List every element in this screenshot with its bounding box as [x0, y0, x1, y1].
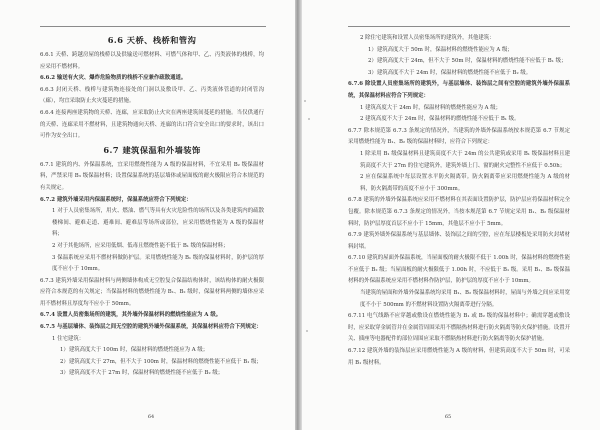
clause-6-6-2: 6.6.2 输送有火灾、爆炸危险物质的栈桥不应兼作疏散通道。: [40, 75, 187, 82]
clause-sub-item: 3）建筑高度不大于 24m 时，保温材料的燃烧性能不应低于 B₂ 级。: [368, 69, 532, 76]
clause-item: 1 建筑高度大于 24m 时，保温材料的燃烧性能应为 A 级；: [360, 104, 502, 111]
scan-speck: [304, 100, 306, 102]
clause-6-7-11: 6.7.11 电气线路不应穿越或敷设在燃烧性能为 B₁ 或 B₂ 级的保温材料中；确需穿越或敷设时，应采取穿金属管并在金属管周围采用不燃隔热材料进行防火隔离等防火保护措施。设置开关、插座等电器配件的部位周围应采取不燃隔热材料进行防火隔离等防火保护措施。: [348, 313, 570, 343]
clause-item: 1 除采用 B₁ 级保温材料且建筑高度不大于 24m 的公共建筑或采用 B₁ 级保温材料且建筑高度不大于 27m 的住宅建筑外，建筑外墙上门、窗的耐火完整性不应低于 0.50h；: [360, 150, 570, 169]
clause-sub-heading: 1 住宅建筑：: [52, 335, 85, 342]
left-page-content: [40, 33, 264, 380]
right-page-content: [348, 33, 570, 369]
clause-sub-item: 1）建筑高度大于 100m 时，保温材料的燃烧性能应为 A 级；: [60, 347, 209, 354]
clause-6-7-6: 6.7.6 除设置人员密集场所的建筑外，与基层墙体、装饰层之间有空腔的建筑外墙外保温系统，其保温材料应符合下列规定：: [348, 81, 570, 99]
clause-sub-item: 3）建筑高度不大于 27m 时，保温材料的燃烧性能不应低于 B₂ 级；: [60, 370, 224, 377]
page-number: 65: [444, 414, 452, 420]
clause-6-7-3: 6.7.3 建筑外墙采用保温材料与两侧墙体构成无空腔复合保温结构体时，该结构体的耐火极限应符合本规范的有关规定；当保温材料的燃烧性能为 B₁、B₂ 级时，保温材料两侧的墙体应采用不燃材料且厚度均不应小于 50mm。: [40, 277, 264, 307]
scan-speck: [306, 330, 308, 332]
section-title-6-7: 6.7 建筑保温和外墙装饰: [103, 144, 201, 155]
book-gutter: [295, 0, 302, 430]
clause-item: 2 建筑高度不大于 24m 时，保温材料的燃烧性能不应低于 B₁ 级。: [360, 116, 520, 123]
clause-6-6-3: 6.6.3 封闭天桥、栈桥与建筑物连接处的门洞以及敷设甲、乙、丙类液体管道的封闭管沟（廊），均宜采取防止火灾蔓延的措施。: [40, 86, 264, 105]
clause-sub-heading: 2 除住宅建筑和设置人员密集场所的建筑外，其他建筑：: [360, 35, 495, 41]
clause-6-7-10-note: 当建筑的屋面和外墙外保温系统均采用 B₁、B₂ 级保温材料时，屋面与外墙之间应采用宽度不小于 500mm 的不燃材料设置防火隔离带进行分隔。: [360, 290, 570, 308]
right-page: [296, 0, 600, 430]
clause-item: 1 对于人员密集场所，用火、燃油、燃气等具有火灾危险性的场所以及各类建筑内的疏散楼梯间、避难走道、避难间、避难层等场所或部位，应采用燃烧性能为 A 级的保温材料；: [52, 208, 264, 238]
clause-6-7-4: 6.7.4 设置人员密集场所的建筑，其外墙外保温材料的燃烧性能应为 A 级。: [40, 312, 222, 319]
clause-sub-item: 1）建筑高度大于 50m 时，保温材料的燃烧性能应为 A 级；: [368, 46, 513, 53]
section-title-6-6: 6.6 天桥、栈桥和管沟: [107, 35, 197, 45]
page-number: 64: [147, 414, 155, 420]
clause-6-6-1: 6.6.1 天桥、跨越房屋的栈桥以及供输送可燃材料、可燃气体和甲、乙、丙类液体的栈桥，均应采用不燃材料。: [40, 52, 264, 70]
clause-6-7-2: 6.7.2 建筑外墙采用内保温系统时，保温系统应符合下列规定：: [40, 196, 192, 203]
header-rule: [40, 26, 266, 27]
clause-6-7-10: 6.7.10 建筑的屋面外保温系统，当屋面板的耐火极限不低于 1.00h 时，保温材料的燃烧性能不应低于 B₂ 级；当屋面板的耐火极限低于 1.00h 时，不应低于 B₁ 级。采用 B₁、B₂ 级保温材料的外保温系统应采用不燃材料作防护层，防护层的厚度不应小于 10mm。: [348, 255, 570, 285]
clause-6-7-12: 6.7.12 建筑外墙的装饰层应采用燃烧性能为 A 级的材料，但建筑高度不大于 50m 时，可采用 B₁ 级材料。: [348, 348, 570, 366]
clause-6-7-5: 6.7.5 与基层墙体、装饰层之间无空腔的建筑外墙外保温系统，其保温材料应符合下列规定：: [40, 324, 262, 331]
clause-sub-item: 2）建筑高度大于 24m，但不大于 50m 时，保温材料的燃烧性能不应低于 B₁ 级；: [368, 58, 567, 65]
clause-6-6-4: 6.6.4 连接两座建筑物的天桥、连廊，应采取防止火灾在两座建筑间蔓延的措施。当仅供通行的天桥、连廊采用不燃材料，且建筑物通向天桥、连廊的出口符合安全出口的要求时，该出口可作为安全出口。: [40, 109, 264, 140]
clause-6-7-7: 6.7.7 除本规范第 6.7.3 条规定的情况外，当建筑的外墙外保温系统按本规范第 6.7 节规定采用燃烧性能为 B₁、B₂ 级的保温材料时，应符合下列规定：: [348, 127, 570, 146]
left-page: [0, 0, 296, 430]
clause-item: 2 对于其他场所，应采用低烟、低毒且燃烧性能不低于 B₁ 级的保温材料；: [52, 242, 229, 249]
scan-speck: [308, 118, 310, 120]
clause-6-7-9: 6.7.9 建筑外墙外保温系统与基层墙体、装饰层之间的空腔，应在每层楼板处采用防火封堵材料封堵。: [348, 232, 570, 250]
clause-item: 2 应在保温系统中每层设置水平防火隔离带。防火隔离带应采用燃烧性能为 A 级的材料，防火隔离带的高度不应小于 300mm。: [360, 174, 570, 192]
clause-6-7-8: 6.7.8 建筑的外墙外保温系统应采用不燃材料在其表面设置防护层，防护层应将保温材料完全包覆。除本规范第 6.7.3 条规定的情况外，当按本规范第 6.7 节规定采用 B₁、B₂ 级保温材料时，防护层厚度首层不应小于 15mm，其他层不应小于 5mm。: [348, 197, 570, 227]
clause-item: 3 保温系统应采用不燃材料做防护层。采用燃烧性能为 B₁ 级的保温材料时，防护层的厚度不应小于 10mm。: [52, 254, 264, 273]
clause-sub-item: 2）建筑高度大于 27m，但不大于 100m 时，保温材料的燃烧性能不应低于 B₁ 级；: [60, 358, 262, 365]
clause-6-7-1: 6.7.1 建筑的内、外保温系统，宜采用燃烧性能为 A 级的保温材料，不宜采用 B₂ 级保温材料，严禁采用 B₃ 级保温材料；设置保温系统的基层墙体或屋面板的耐火极限应符合本规范的有关规定。: [40, 161, 264, 191]
header-rule: [348, 26, 570, 27]
